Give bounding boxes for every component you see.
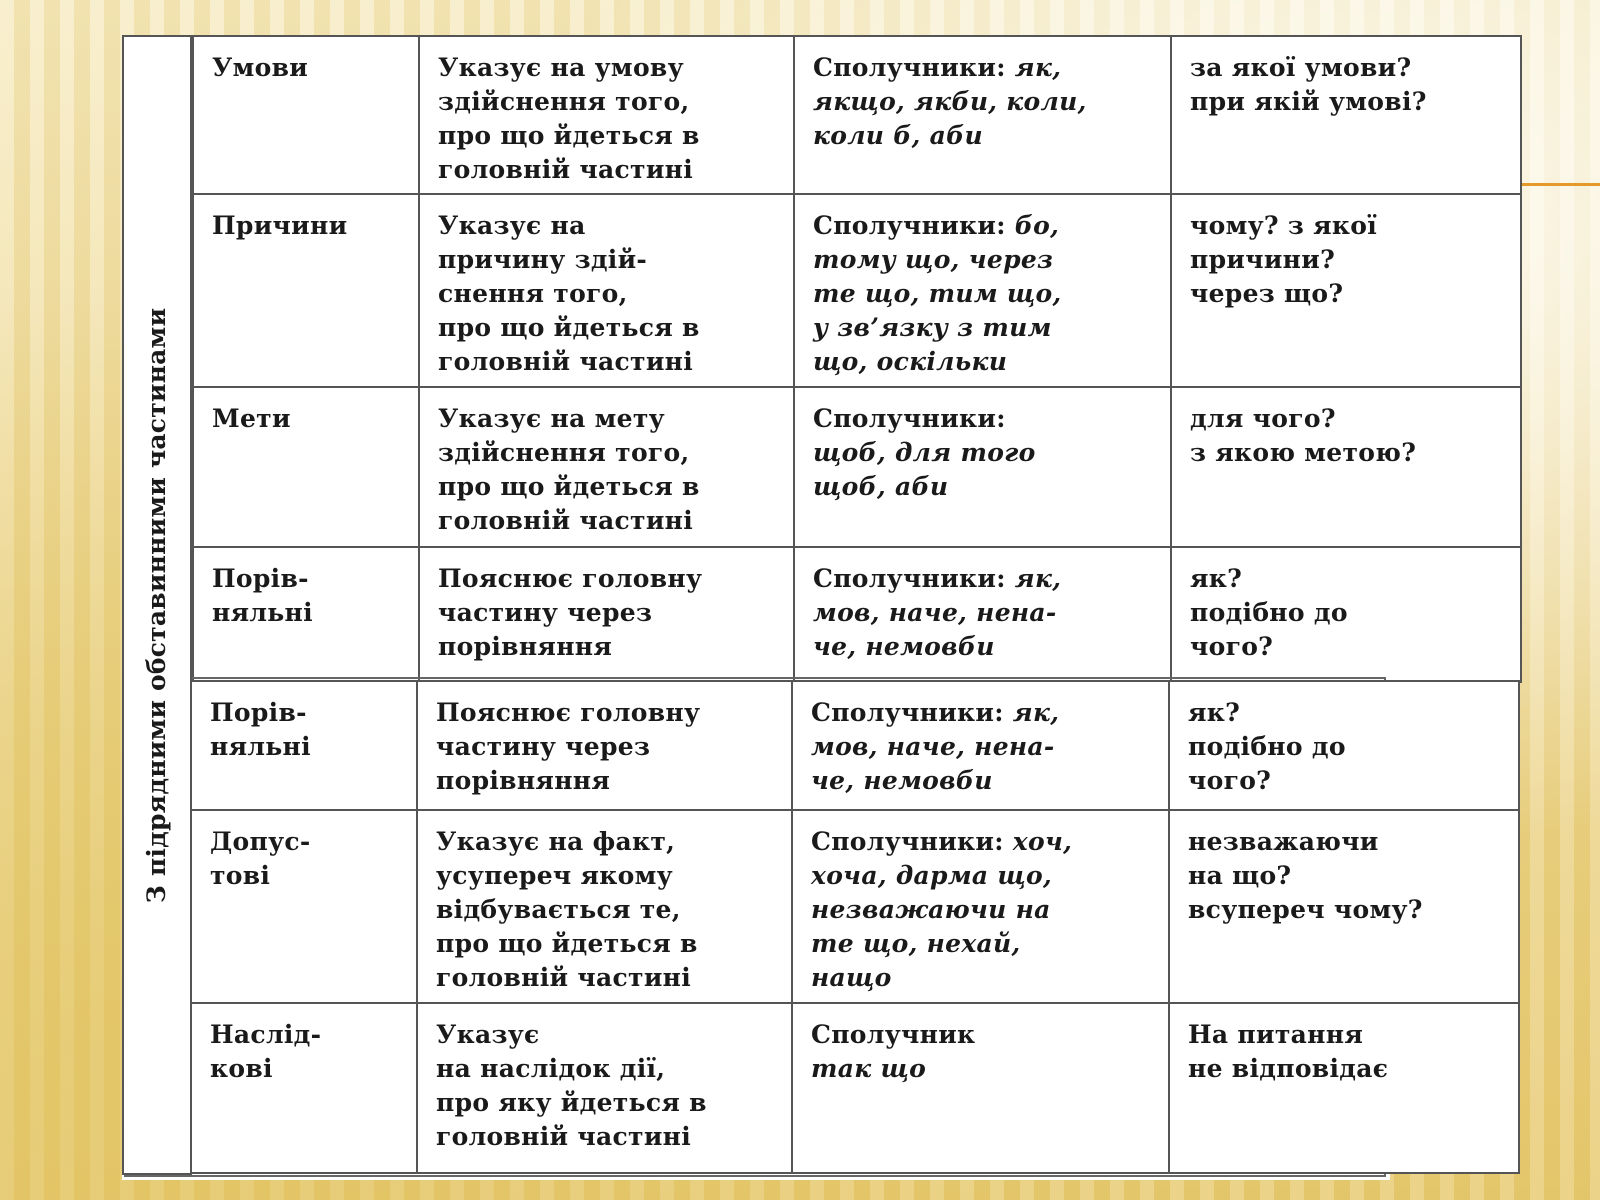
clause-meaning-cell: Пояснює головну частину через порівняння xyxy=(417,681,792,810)
conjunctions-lead: Сполучник xyxy=(811,1020,976,1049)
table-row xyxy=(193,194,1521,387)
conjunctions-words: щоб, для того щоб, аби xyxy=(813,438,1036,501)
clause-meaning-cell: Указує на наслідок дії, про яку йдеться в головній частині xyxy=(417,1003,792,1173)
clause-type-cell: Допус- тові xyxy=(191,810,417,1003)
conjunctions-lead: Сполучники: xyxy=(811,827,1013,856)
side-category-label xyxy=(122,35,192,1175)
questions-cell: незважаючи на що? всупереч чому? xyxy=(1169,810,1519,1003)
conjunctions-words: так що xyxy=(811,1054,927,1083)
questions-cell: за якої умови? при якій умові? xyxy=(1171,36,1521,194)
clause-meaning-cell: Указує на мету здійснення того, про що йдеться в головній частині xyxy=(419,387,794,547)
table-row xyxy=(191,1003,1519,1173)
questions-cell: чому? з якої причини? через що? xyxy=(1171,194,1521,387)
clause-meaning-cell: Указує на факт, усупереч якому відбувається те, про що йдеться в головній частині xyxy=(417,810,792,1003)
conjunctions-cell xyxy=(792,810,1169,1003)
conjunctions-cell xyxy=(794,36,1171,194)
clause-table-top xyxy=(192,35,1522,683)
table-row xyxy=(193,36,1521,194)
clause-meaning-cell: Указує на умову здійснення того, про що йдеться в головній частині xyxy=(419,36,794,194)
clause-type-cell: Наслід- кові xyxy=(191,1003,417,1173)
conjunctions-lead: Сполучники: xyxy=(813,53,1015,82)
clause-type-cell: Умови xyxy=(193,36,419,194)
conjunctions-cell xyxy=(794,194,1171,387)
clause-type-cell: Порів- няльні xyxy=(191,681,417,810)
clause-table-bottom xyxy=(190,680,1520,1174)
table-row xyxy=(191,681,1519,810)
conjunctions-lead: Сполучники: xyxy=(811,698,1013,727)
clause-meaning-cell: Пояснює головну частину через порівняння xyxy=(419,547,794,682)
grammar-table-sheet xyxy=(122,35,1427,1180)
questions-cell: як? подібно до чого? xyxy=(1171,547,1521,682)
table-row xyxy=(193,387,1521,547)
conjunctions-cell xyxy=(794,387,1171,547)
conjunctions-cell xyxy=(792,1003,1169,1173)
conjunctions-words: хоч, хоча, дарма що, незважаючи на те що, нехай, нащо xyxy=(811,827,1073,992)
clause-type-cell: Причини xyxy=(193,194,419,387)
conjunctions-words: як, мов, наче, нена- че, немовби xyxy=(813,564,1062,661)
conjunctions-lead: Сполучники: xyxy=(813,211,1015,240)
table-row xyxy=(191,810,1519,1003)
clause-type-cell: Мети xyxy=(193,387,419,547)
conjunctions-words: як, мов, наче, нена- че, немовби xyxy=(811,698,1060,795)
clause-meaning-cell: Указує на причину здій- снення того, про що йдеться в головній частині xyxy=(419,194,794,387)
clause-type-cell: Порів- няльні xyxy=(193,547,419,682)
questions-cell: як? подібно до чого? xyxy=(1169,681,1519,810)
conjunctions-words: бо, тому що, через те що, тим що, у зв’язку з тим що, оскільки xyxy=(813,211,1062,376)
table-row xyxy=(193,547,1521,682)
conjunctions-lead: Сполучники: xyxy=(813,564,1015,593)
conjunctions-words: як, якщо, якби, коли, коли б, аби xyxy=(813,53,1087,150)
conjunctions-cell xyxy=(794,547,1171,682)
questions-cell: На питання не відповідає xyxy=(1169,1003,1519,1173)
conjunctions-cell xyxy=(792,681,1169,810)
conjunctions-lead: Сполучники: xyxy=(813,404,1006,433)
questions-cell: для чого? з якою метою? xyxy=(1171,387,1521,547)
side-category-text: З підрядними обставинними частинами xyxy=(142,307,172,903)
